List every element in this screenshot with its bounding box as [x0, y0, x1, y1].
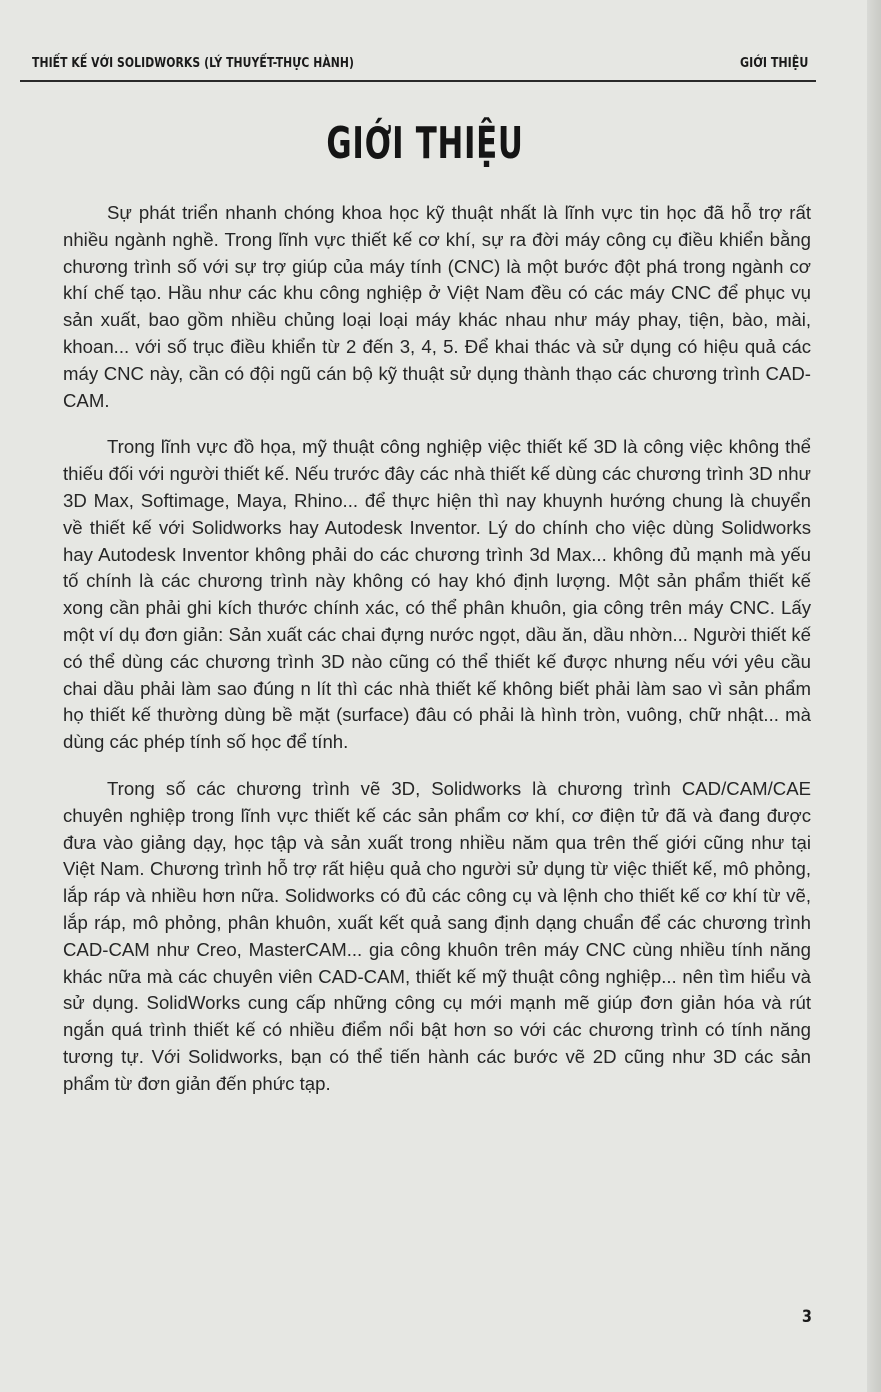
body-text	[63, 200, 811, 1098]
header-book-title: THIẾT KẾ VỚI SOLIDWORKS (LÝ THUYẾT-THỰC HÀNH)	[32, 55, 355, 71]
paragraph-2: Trong lĩnh vực đồ họa, mỹ thuật công nghiệp việc thiết kế 3D là công việc không thể thiếu đối với người thiết kế. Nếu trước đây các nhà thiết kế dùng các chương trình 3D như 3D Max, Softimage, Maya, Rhino... để thực hiện thì nay khuynh hướng chung là chuyển về thiết kế với Solidworks hay Autodesk Inventor. Lý do chính cho việc dùng Solidworks hay Autodesk Inventor không phải do các chương trình 3d Max... không đủ mạnh mà yếu tố chính là các chương trình này không có hay khó định lượng. Một sản phẩm thiết kế xong cần phải ghi kích thước chính xác, có thể phân khuôn, gia công trên máy CNC. Lấy một ví dụ đơn giản: Sản xuất các chai đựng nước ngọt, dầu ăn, dầu nhờn... Người thiết kế có thể dùng các chương trình 3D nào cũng có thể thiết kế được nhưng nếu với yêu cầu chai dầu phải làm sao đúng n lít thì các nhà thiết kế không biết phải làm sao vì sản phẩm họ thiết kế thường dùng bề mặt (surface) đâu có phải là hình tròn, vuông, chữ nhật... mà dùng các phép tính số học để tính.	[63, 436, 811, 753]
running-header	[20, 46, 816, 82]
paragraph-3: Trong số các chương trình vẽ 3D, Solidworks là chương trình CAD/CAM/CAE chuyên nghiệp trong lĩnh vực thiết kế các sản phẩm cơ khí, cơ điện tử đã và đang được đưa vào giảng dạy, học tập và sản xuất trong nhiều năm qua trên thế giới cũng như tại Việt Nam. Chương trình hỗ trợ rất hiệu quả cho người sử dụng từ việc thiết kế, mô phỏng, lắp ráp và nhiều hơn nữa. Solidworks có đủ các công cụ và lệnh cho thiết kế cơ khí từ vẽ, lắp ráp, mô phỏng, phân khuôn, xuất kết quả sang định dạng chuẩn để các chương trình CAD-CAM như Creo, MasterCAM... gia công khuôn trên máy CNC cùng nhiều tính năng khác nữa mà các chuyên viên CAD-CAM, thiết kế mỹ thuật công nghiệp... nên tìm hiểu và sử dụng. SolidWorks cung cấp những công cụ mới mạnh mẽ giúp đơn giản hóa và rút ngắn quá trình thiết kế có nhiều điểm nổi bật hơn so với các chương trình có tính năng tương tự. Với Solidworks, bạn có thể tiến hành các bước vẽ 2D cũng như 3D các sản phẩm từ đơn giản đến phức tạp.	[63, 777, 811, 1094]
header-section-title: GIỚI THIỆU	[739, 55, 808, 71]
paragraph-1: Sự phát triển nhanh chóng khoa học kỹ thuật nhất là lĩnh vực tin học đã hỗ trợ rất nhiều ngành nghề. Trong lĩnh vực thiết kế cơ khí, sự ra đời máy công cụ điều khiển bằng chương trình số với sự trợ giúp của máy tính (CNC) là một bước đột phá trong ngành cơ khí chế tạo. Hầu như các khu công nghiệp ở Việt Nam đều có các máy CNC để phục vụ sản xuất, bao gồm nhiều chủng loại loại máy khác nhau như máy phay, tiện, bào, mài, khoan... với số trục điều khiển từ 2 đến 3, 4, 5. Để khai thác và sử dụng có hiệu quả các máy CNC này, cần có đội ngũ cán bộ kỹ thuật sử dụng thành thạo các chương trình CAD-CAM.	[63, 202, 811, 411]
page-number: 3	[802, 1307, 813, 1327]
page-edge-shadow	[867, 0, 881, 1392]
page-title: GIỚI THIỆU	[326, 118, 524, 169]
